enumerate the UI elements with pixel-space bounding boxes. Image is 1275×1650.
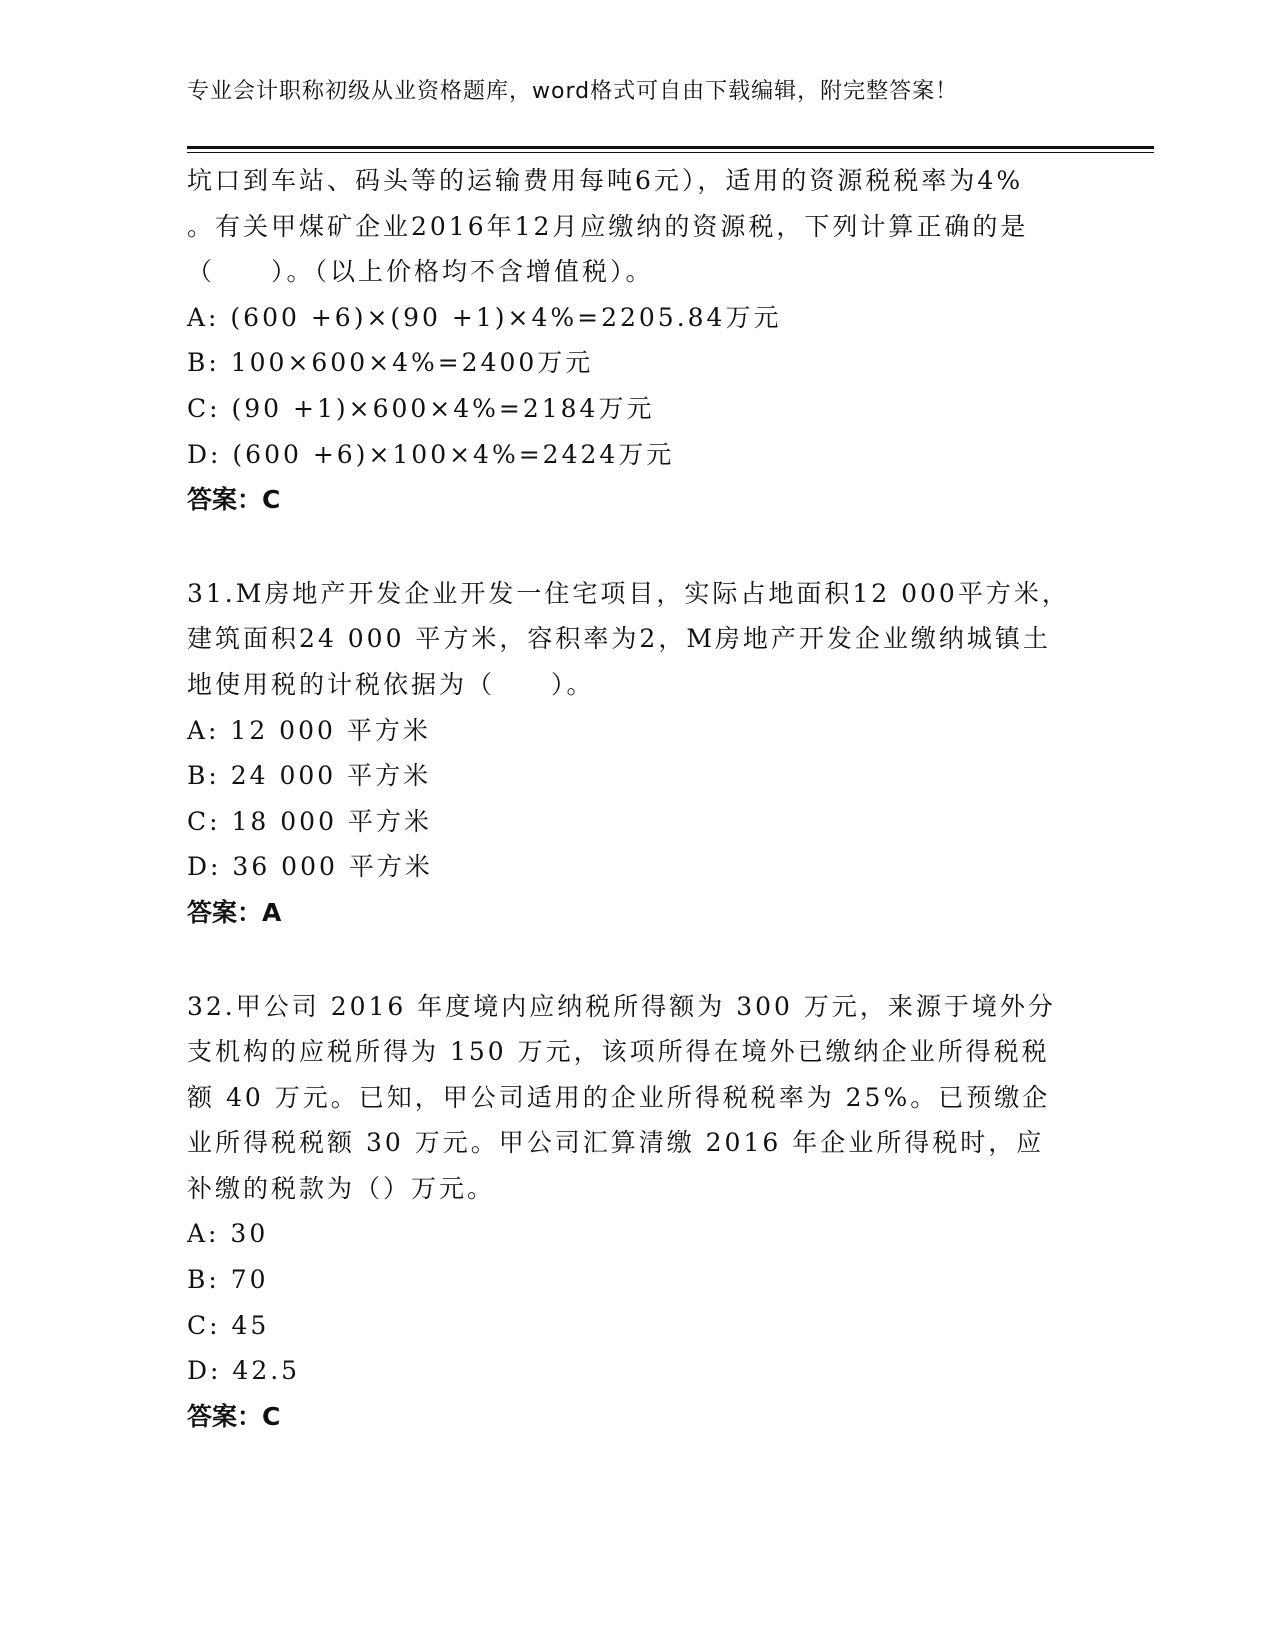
option-b: B: 70 <box>187 1265 269 1295</box>
question-stem-line: 31.M房地产开发企业开发一住宅项目，实际占地面积12 000平方米， <box>187 578 1070 608</box>
option-d: D: 42.5 <box>187 1356 301 1386</box>
question-list <box>187 158 1087 1487</box>
question-stem-line: 。有关甲煤矿企业2016年12月应缴纳的资源税，下列计算正确的是 <box>187 211 1029 241</box>
question-stem-line: 地使用税的计税依据为（ ）。 <box>187 669 595 699</box>
question-stem-line: （ ）。（以上价格均不含增值税）。 <box>187 257 654 287</box>
question-stem-line: 支机构的应税所得为 150 万元，该项所得在境外已缴纳企业所得税税 <box>187 1037 1050 1067</box>
question-32 <box>187 984 1087 1440</box>
option-c: C: 18 000 平方米 <box>187 806 432 836</box>
option-a: A: (600 +6)×(90 +1)×4%=2205.84万元 <box>187 302 782 332</box>
option-c: C: (90 +1)×600×4%=2184万元 <box>187 393 655 423</box>
option-d: D: (600 +6)×100×4%=2424万元 <box>187 439 675 469</box>
question-stem-line: 建筑面积24 000 平方米，容积率为2，M房地产开发企业缴纳城镇土 <box>187 624 1051 654</box>
answer: 答案：A <box>187 897 282 927</box>
option-b: B: 100×600×4%=2400万元 <box>187 348 594 378</box>
page-header: 专业会计职称初级从业资格题库，word格式可自由下载编辑，附完整答案！ <box>187 79 959 104</box>
answer: 答案：C <box>187 1401 281 1431</box>
option-b: B: 24 000 平方米 <box>187 761 432 791</box>
question-stem-line: 业所得税税额 30 万元。甲公司汇算清缴 2016 年企业所得税时，应 <box>187 1128 1045 1158</box>
option-d: D: 36 000 平方米 <box>187 852 433 882</box>
option-a: A: 30 <box>187 1219 269 1249</box>
question-30 <box>187 158 1087 523</box>
option-a: A: 12 000 平方米 <box>187 715 431 745</box>
answer: 答案：C <box>187 485 281 515</box>
question-stem-line: 额 40 万元。已知，甲公司适用的企业所得税税率为 25%。已预缴企 <box>187 1082 1051 1112</box>
header-rule-thin <box>187 152 1154 153</box>
question-stem-line: 坑口到车站、码头等的运输费用每吨6元），适用的资源税税率为4% <box>187 166 1024 195</box>
question-stem-line: 补缴的税款为（）万元。 <box>187 1173 496 1203</box>
question-stem-line: 32.甲公司 2016 年度境内应纳税所得额为 300 万元，来源于境外分 <box>187 991 1056 1021</box>
option-c: C: 45 <box>187 1310 270 1340</box>
header-rule-thick <box>187 146 1154 149</box>
question-31 <box>187 571 1087 936</box>
